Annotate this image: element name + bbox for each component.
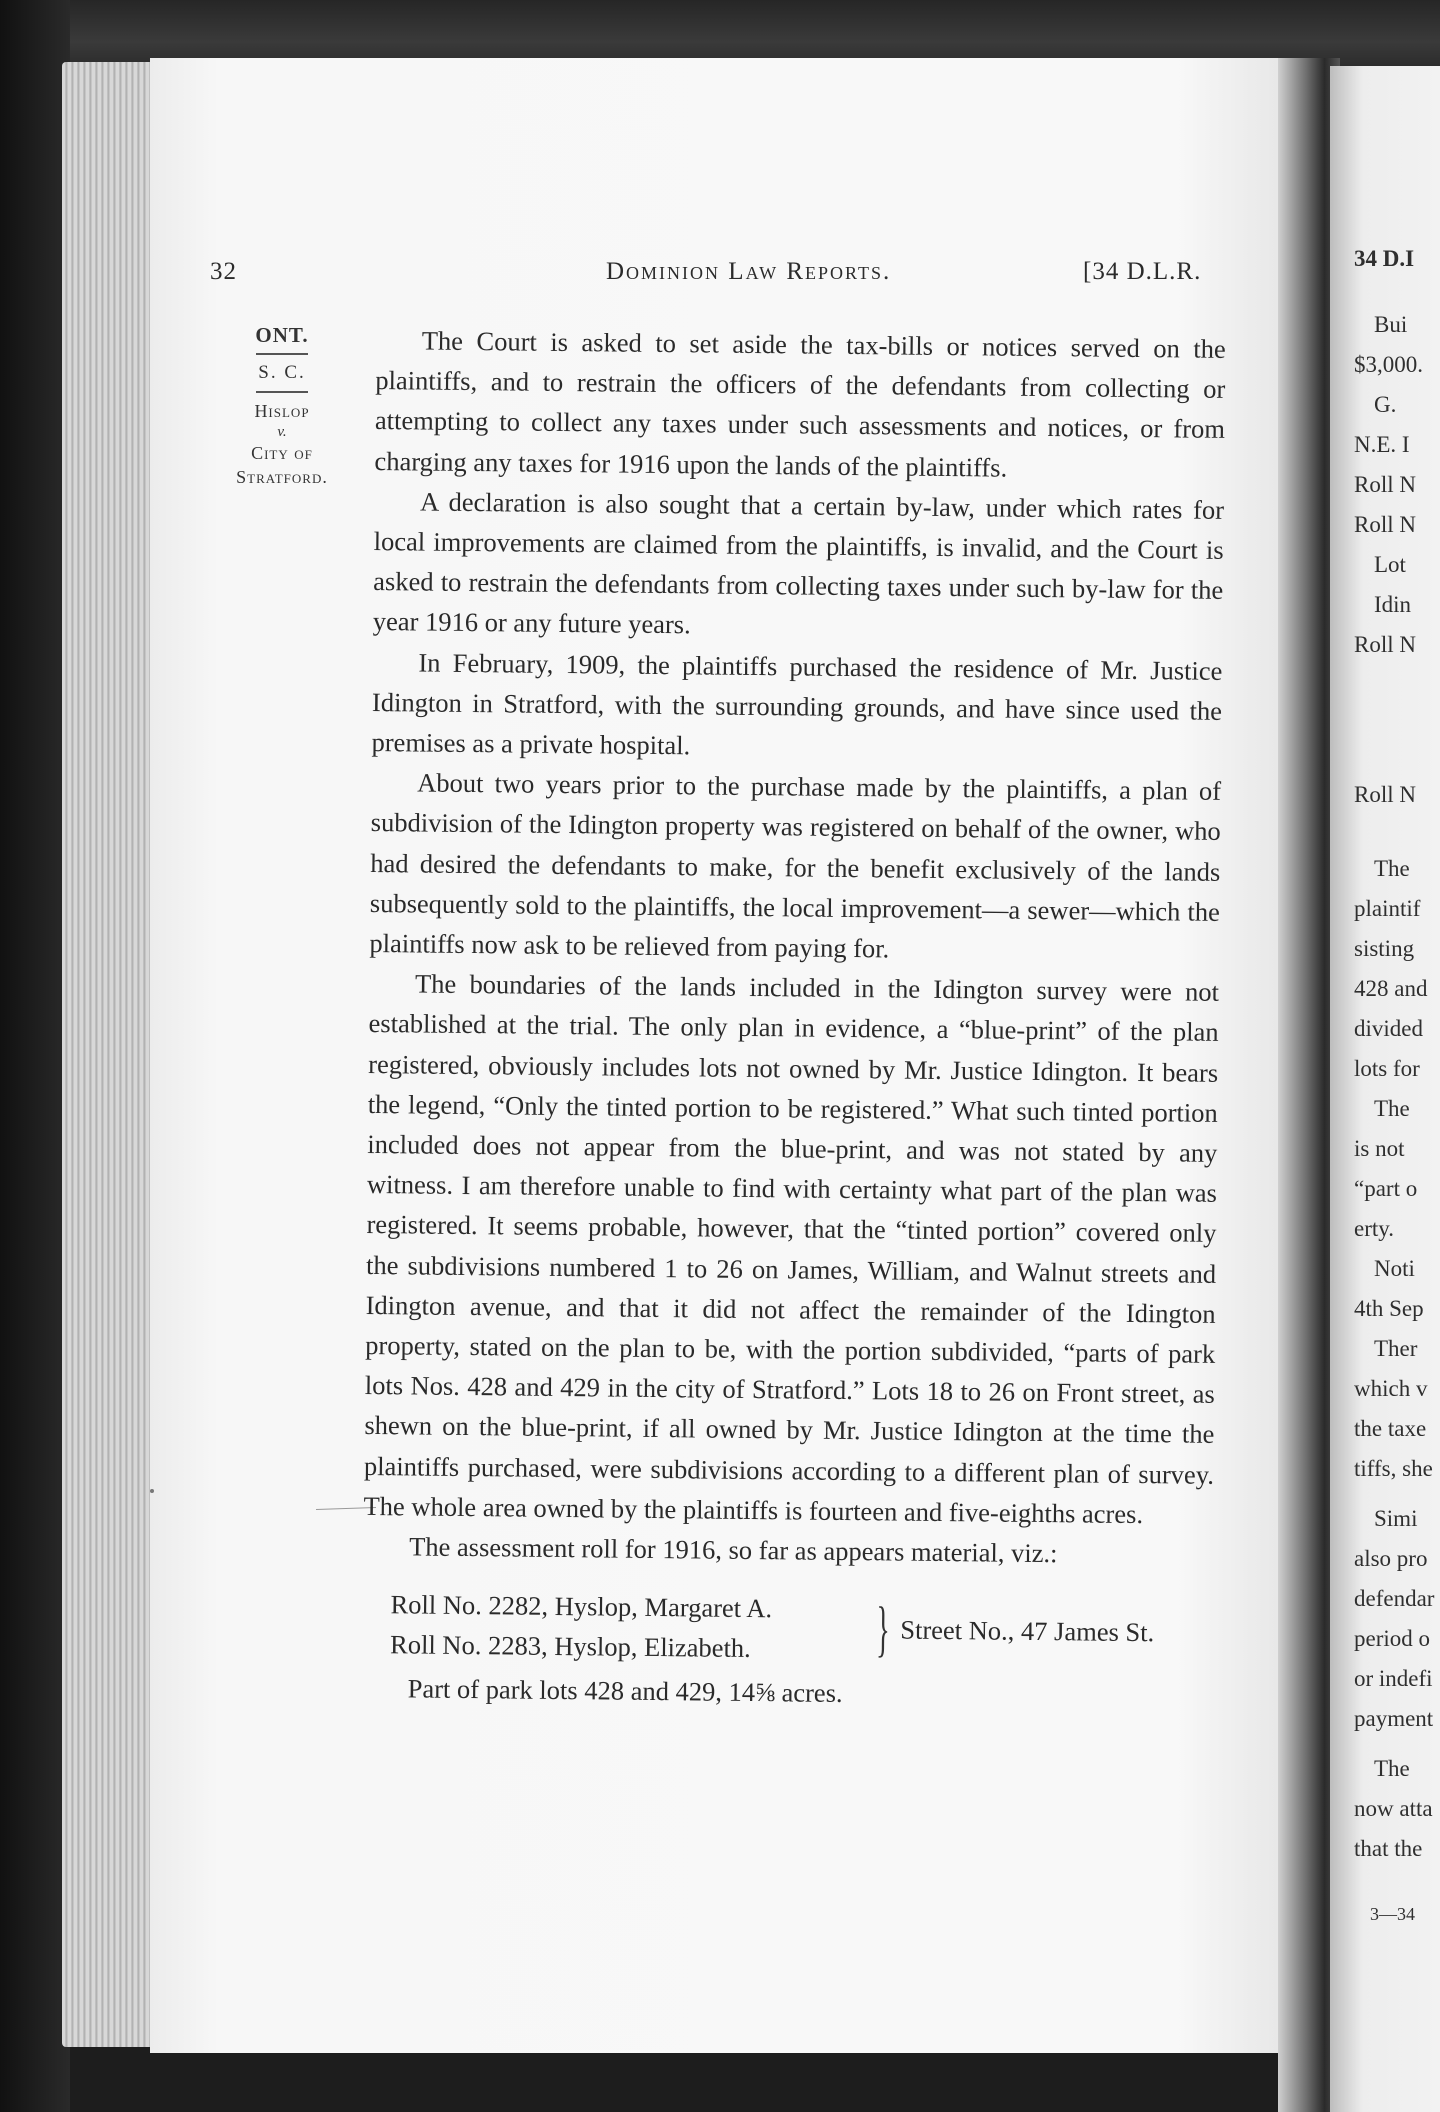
case-side-note xyxy=(208,323,356,489)
running-head xyxy=(0,258,1440,298)
right-page-line: plaintif xyxy=(1354,896,1421,921)
judgment-body xyxy=(361,320,1225,1717)
right-page-line: period o xyxy=(1354,1626,1431,1651)
right-page-line: defendar xyxy=(1354,1586,1435,1611)
province-label: ONT. xyxy=(255,323,309,347)
right-page-line: Roll N xyxy=(1354,782,1416,807)
right-page-line: Bui xyxy=(1374,312,1408,337)
right-page-line: also pro xyxy=(1354,1546,1428,1571)
right-page-line: or indefi xyxy=(1354,1666,1433,1691)
right-page-line: payment xyxy=(1354,1706,1434,1731)
header-title: Dominion Law Reports. xyxy=(606,258,892,285)
right-page-line: lots for xyxy=(1354,1056,1420,1081)
right-page-line: Ther xyxy=(1374,1336,1418,1361)
right-page-line: 428 and xyxy=(1354,976,1428,1001)
right-page-fragment xyxy=(1330,66,1440,2112)
header-volume: [34 D.L.R. xyxy=(1083,258,1202,285)
right-page-line: Roll N xyxy=(1354,632,1416,657)
right-page-line: $3,000. xyxy=(1354,352,1423,377)
right-page-line: The xyxy=(1374,1096,1410,1121)
right-page-line: that the xyxy=(1354,1836,1423,1861)
right-page-line: Simi xyxy=(1374,1506,1418,1531)
right-page-line: which v xyxy=(1354,1376,1428,1401)
street-address: Street No., 47 James St. xyxy=(900,1614,1155,1648)
right-page-line: Lot xyxy=(1374,552,1406,577)
right-page-line: sisting xyxy=(1354,936,1415,961)
right-page-line: Idin xyxy=(1374,592,1412,617)
versus-label: v. xyxy=(277,424,287,440)
right-page-line: now atta xyxy=(1354,1796,1433,1821)
right-page-line: “part o xyxy=(1354,1176,1418,1201)
assessment-roll xyxy=(390,1585,1213,1678)
right-page-line: the taxe xyxy=(1354,1416,1427,1441)
scan-background-left xyxy=(0,0,70,2112)
right-page-line: is not xyxy=(1354,1136,1405,1161)
right-page-line: Roll N xyxy=(1354,512,1416,537)
paragraph: About two years prior to the purchase made by the plaintiffs, a plan of subdivision of the Idington property was registered on behalf of the owner, who had desired the defendants to make, for the benefit exclusively of the lands subsequently sold to the plaintiffs, the local improvement—a sewer—which the plaintiffs now ask to be relieved from paying for. xyxy=(369,767,1222,964)
right-page-line: Noti xyxy=(1374,1256,1415,1281)
paragraph: A declaration is also sought that a certain by-law, under which rates for local improvements are claimed from the plaintiffs, is invalid, and the Court is asked to restrain the defendants from collecting taxes under such by-law for the year 1916 or any future years. xyxy=(372,486,1225,640)
defendant-name-line1: City of xyxy=(251,443,313,463)
right-page-line: G. xyxy=(1374,392,1397,417)
right-page-line: 3—34 xyxy=(1370,1904,1415,1924)
right-page-line: erty. xyxy=(1354,1216,1395,1241)
roll-entry: Roll No. 2282, Hyslop, Margaret A. xyxy=(390,1589,773,1624)
margin-dot xyxy=(150,1489,154,1493)
defendant-name-line2: Stratford. xyxy=(236,467,328,487)
paragraph: The assessment roll for 1916, so far as appears material, viz.: xyxy=(409,1531,1058,1569)
right-page-line: 34 D.I xyxy=(1354,246,1415,271)
plaintiff-name: Hislop xyxy=(254,401,310,421)
right-page-line: divided xyxy=(1354,1016,1423,1041)
paragraph: In February, 1909, the plaintiffs purchased the residence of Mr. Justice Idington in Stratford, with the surrounding grounds, and have since used the premises as a private hospital. xyxy=(371,647,1223,761)
park-lots-line: Part of park lots 428 and 429, 14⅝ acres. xyxy=(407,1673,843,1709)
court-label: S. C. xyxy=(258,362,306,383)
side-note-rule xyxy=(256,353,308,355)
side-note-rule xyxy=(256,391,308,393)
right-page-line: tiffs, she xyxy=(1354,1456,1433,1481)
right-page-line: N.E. I xyxy=(1354,432,1410,457)
paragraph: The boundaries of the lands included in the Idington survey were not established at the trial. The only plan in evidence, a “blue-print” of the plan registered, obviously includes lots not owned by Mr. Justice Idington. It bears the legend, “Only the tinted portion to be registered.” What such tinted portion included does not appear from the blue-print, and was not stated by any witness. I am therefore unable to find with certainty what part of the plan was registered. It seems probable, however, that the “tinted portion” covered only the subdivisions numbered 1 to 26 on James, William, and Walnut streets and Idington avenue, and that it did not affect the remainder of the Idington property, stated on the plan to be, with the portion subdivided, “parts of park lots Nos. 428 and 429 in the city of Stratford.” Lots 18 to 26 on Front street, as shewn on the blue-print, if all owned by Mr. Justice Idington at the time the plaintiffs purchased, were subdivisions according to a different plan of survey. The whole area owned by the plaintiffs is fourteen and five-eighths acres. xyxy=(363,968,1220,1529)
right-page-line: The xyxy=(1374,856,1410,881)
right-page-line: The xyxy=(1374,1756,1410,1781)
roll-entry: Roll No. 2283, Hyslop, Elizabeth. xyxy=(389,1629,751,1664)
right-page-line: Roll N xyxy=(1354,472,1416,497)
brace: } xyxy=(875,1595,891,1664)
paragraph: The Court is asked to set aside the tax-bills or notices served on the plaintiffs, and to restrain the officers of the defendants from collecting or attempting to collect any taxes under such assessments and notices, or from charging any taxes for 1916 upon the lands of the plaintiffs. xyxy=(374,325,1226,483)
page-number: 32 xyxy=(210,258,237,285)
right-page-line: 4th Sep xyxy=(1354,1296,1424,1321)
book-page-edges xyxy=(62,62,162,2047)
